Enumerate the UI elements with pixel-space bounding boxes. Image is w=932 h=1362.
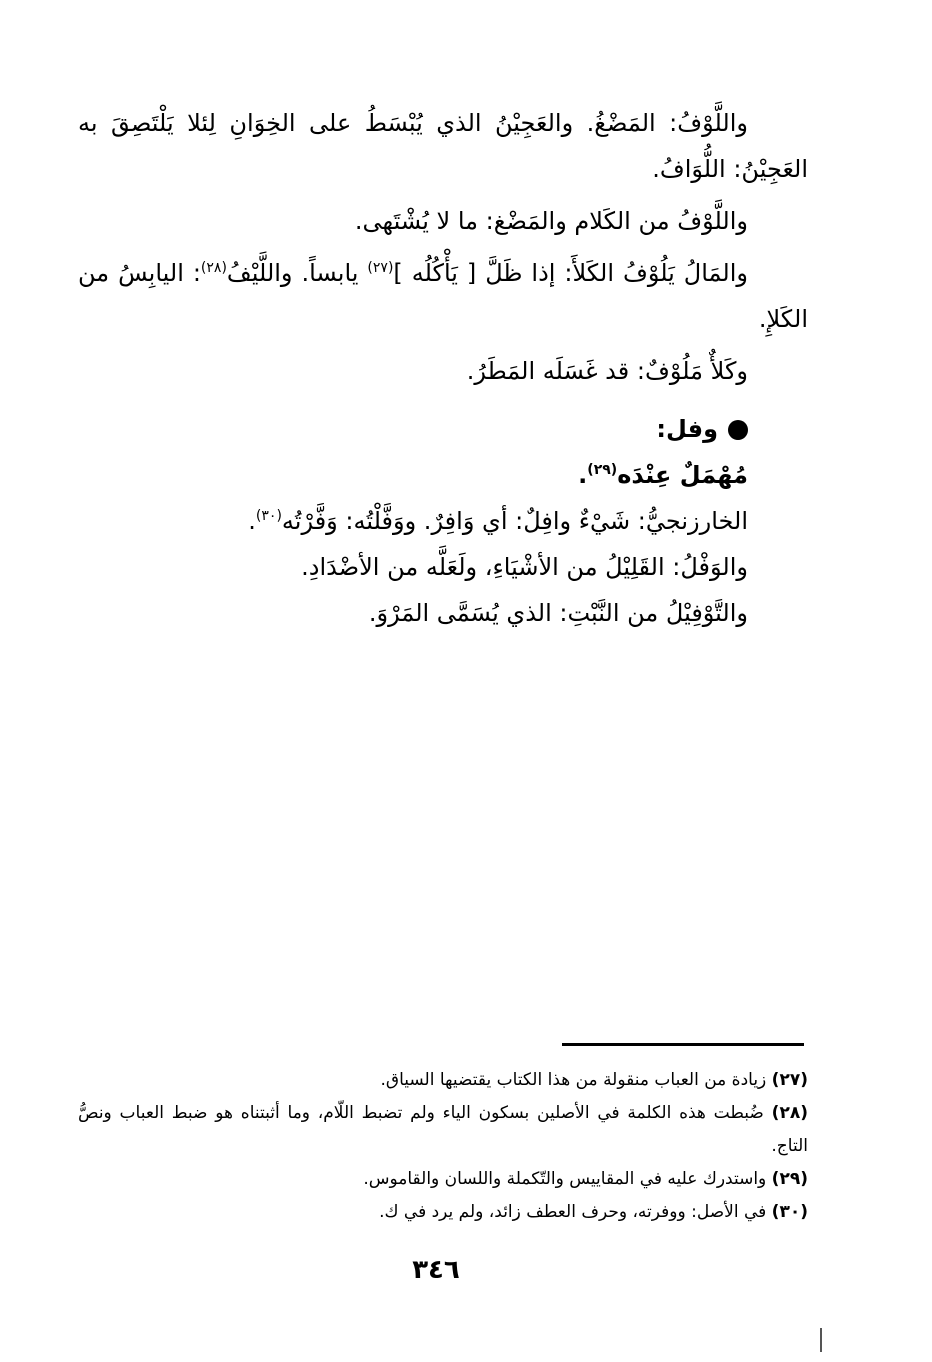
entry-paragraph: واللَّوْفُ من الكَلام والمَضْغ: ما لا يُشْتَهى. (354, 207, 748, 235)
entry-line (78, 452, 808, 498)
footnote (78, 1097, 808, 1163)
entry-line: والتَّوْفِيْلُ من النَّبْتِ: الذي يُسَمَّى المَرْوَ. (368, 599, 748, 627)
entry-text: . (248, 507, 256, 535)
footnote-ref: (٢٧) (367, 260, 394, 276)
footnote-ref: (٢٩) (587, 462, 618, 478)
footnote-number: (٢٩) (771, 1169, 808, 1189)
entry-text: يابساً. واللَّيْفُ (226, 259, 368, 287)
entry-text: مُهْمَلٌ عِنْدَه (617, 461, 748, 489)
footnote (78, 1196, 808, 1229)
footnote-text: في الأصل: ووفرته، وحرف العطف زائد، ولم يرد في ك. (379, 1202, 772, 1222)
footnotes (78, 1064, 808, 1229)
footnote-number: (٢٧) (771, 1070, 808, 1090)
footnote (78, 1163, 808, 1196)
footnote-divider (562, 1043, 804, 1046)
entry-paragraph: وكَلأٌ مَلُوْفٌ: قد غَسَلَه المَطَرُ. (466, 357, 748, 385)
section-heading-text: وفل: (656, 415, 718, 443)
footnote-ref: (٣٠) (255, 508, 282, 524)
footnote-text: زيادة من العباب منقولة من هذا الكتاب يقتضيها السياق. (380, 1070, 772, 1090)
entry-text: : اليابِسُ من الكَلإِ. (78, 259, 808, 333)
entry-text: . (578, 461, 588, 489)
entry-paragraph (78, 250, 808, 342)
entry-line: والوَفْلُ: القَلِيْلُ من الأشْيَاءِ، ولَعَلَّه من الأضْدَادِ. (301, 553, 748, 581)
margin-mark (820, 1328, 822, 1352)
footnote-ref: (٢٨) (200, 260, 227, 276)
entry-paragraph: واللَّوْفُ: المَضْغُ. والعَجِيْنُ الذي يُبْسَطُ على الخِوَانِ لِئلا يَلْتَصِقَ به العَجِيْنُ: اللُّوَافُ. (78, 109, 808, 183)
footnote-number: (٣٠) (771, 1202, 808, 1222)
footnote-text: واستدرك عليه في المقاييس والتّكملة واللسان والقاموس. (363, 1169, 772, 1189)
entry-text: والمَالُ يَلُوْفُ الكَلأَ: إذا ظَلَّ [ يَأْكُلُه ] (393, 259, 749, 287)
bullet-icon (728, 420, 748, 440)
section-heading (78, 406, 808, 452)
page-number: ٣٤٦ (412, 1255, 460, 1285)
entry-text: الخارزنجيُّ: شَيْءٌ وافِلٌ: أي وَافِرٌ. ووَفَّلْتُه: وَفَّرْتُه (281, 507, 748, 535)
main-text (78, 100, 808, 636)
entry-line (78, 498, 808, 544)
footnote-text: ضُبطت هذه الكلمة في الأصلين بسكون الياء ولم تضبط اللّام، وما أثبتناه هو ضبط العباب ونصُّ التاج. (78, 1103, 808, 1156)
footnote (78, 1064, 808, 1097)
footnote-number: (٢٨) (771, 1103, 808, 1123)
